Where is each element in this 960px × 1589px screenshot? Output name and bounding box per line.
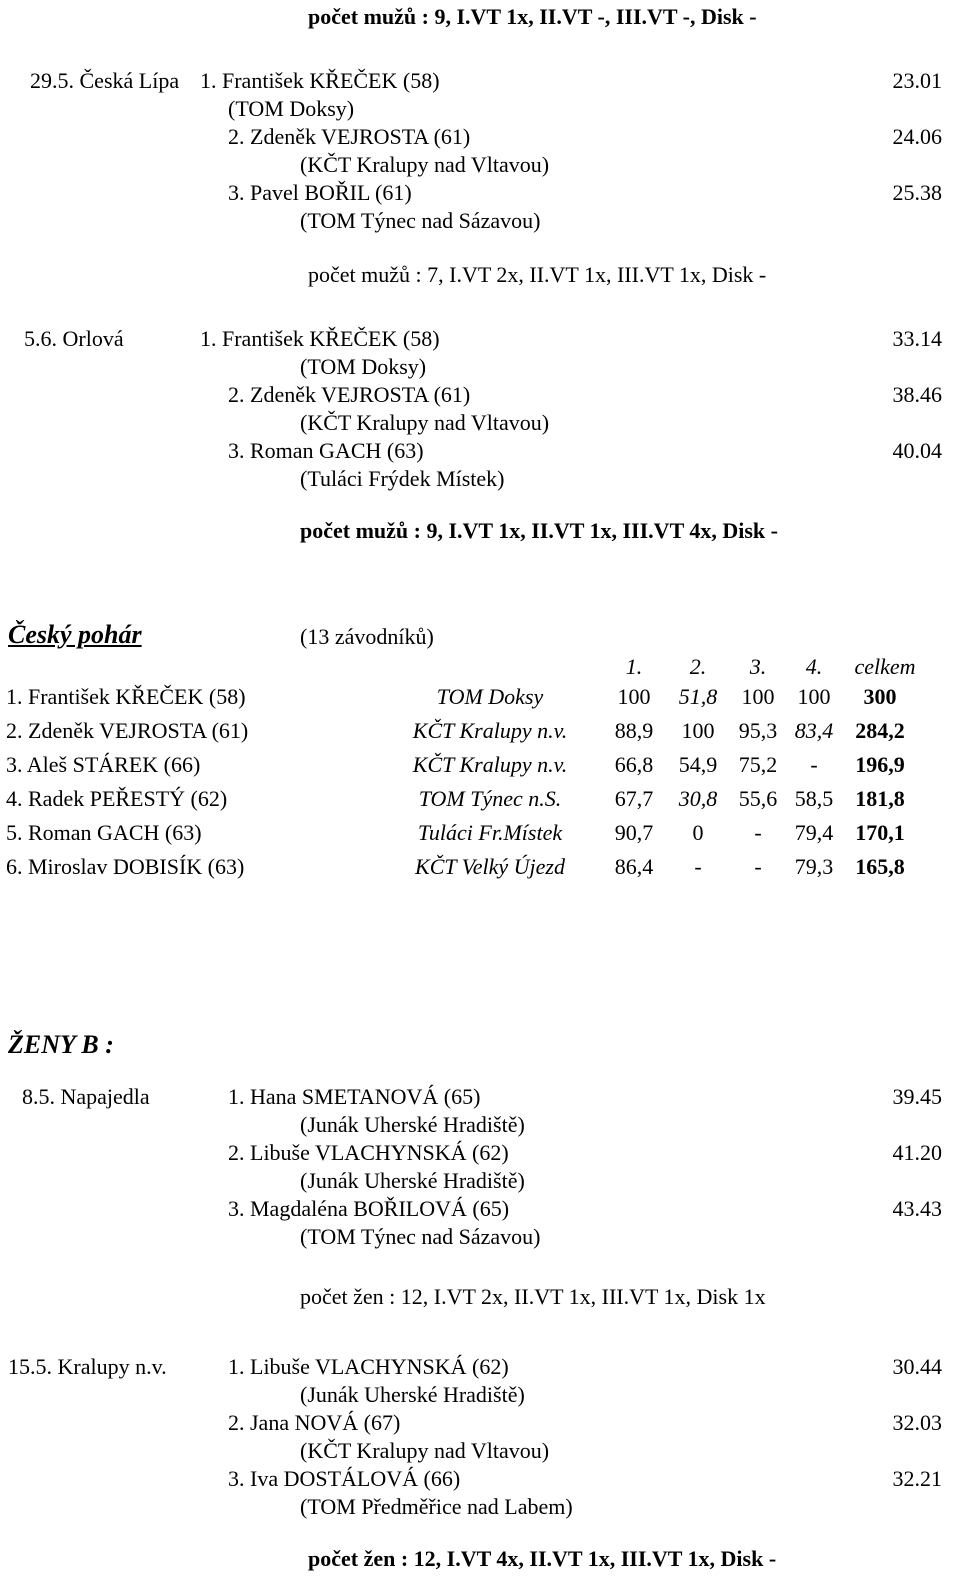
cup-row-score: 66,8 <box>614 752 654 777</box>
result-club: (TOM Týnec nad Sázavou) <box>300 208 541 233</box>
cup-row-score: 79,3 <box>794 854 834 879</box>
cup-row-score: 83,4 <box>794 718 834 743</box>
result-time: 32.03 <box>892 1410 942 1435</box>
cup-row-score: 67,7 <box>614 786 654 811</box>
cup-header: celkem <box>854 654 916 679</box>
cup-row-name: 3. Aleš STÁREK (66) <box>6 752 201 777</box>
cup-row-total: 284,2 <box>855 718 905 743</box>
race-date-place: 29.5. Česká Lípa <box>30 68 180 93</box>
cup-row-score: 90,7 <box>614 820 654 845</box>
cup-row-score: 100 <box>797 684 831 709</box>
women-heading: ŽENY B : <box>8 1030 114 1059</box>
cup-row-total: 300 <box>863 684 897 709</box>
summary-line: počet mužů : 7, I.VT 2x, II.VT 1x, III.VT 1x, Disk - <box>308 262 767 287</box>
cup-row-club: KČT Velký Újezd <box>415 854 565 879</box>
summary-line: počet žen : 12, I.VT 2x, II.VT 1x, III.VT 1x, Disk 1x <box>300 1284 766 1309</box>
cup-row-score: 54,9 <box>678 752 718 777</box>
result-name: 1. František KŘEČEK (58) <box>200 68 440 93</box>
summary-line: počet mužů : 9, I.VT 1x, II.VT -, III.VT -, Disk - <box>308 4 757 29</box>
result-club: (TOM Týnec nad Sázavou) <box>300 1224 541 1249</box>
result-club: (Junák Uherské Hradiště) <box>300 1112 525 1137</box>
cup-row-total: 165,8 <box>855 854 905 879</box>
cup-row-name: 1. František KŘEČEK (58) <box>6 684 246 709</box>
result-name: 1. František KŘEČEK (58) <box>200 326 440 351</box>
cup-row-score: - <box>694 854 702 879</box>
result-name: 1. Libuše VLACHYNSKÁ (62) <box>228 1354 509 1379</box>
cup-row-score: 55,6 <box>738 786 778 811</box>
cup-row-score: 79,4 <box>794 820 834 845</box>
result-club: (Junák Uherské Hradiště) <box>300 1168 525 1193</box>
cup-row-score: 100 <box>617 684 651 709</box>
result-club: (TOM Doksy) <box>300 354 427 379</box>
result-club: (TOM Doksy) <box>228 96 355 121</box>
cup-row-score: 30,8 <box>678 786 718 811</box>
cup-row-club: TOM Týnec n.S. <box>418 786 562 811</box>
cup-row-name: 4. Radek PEŘESTÝ (62) <box>6 786 228 811</box>
cup-row-score: 51,8 <box>678 684 718 709</box>
cup-row-score: 88,9 <box>614 718 654 743</box>
cup-count: (13 závodníků) <box>300 624 434 649</box>
cup-header: 4. <box>805 654 823 679</box>
summary-line: počet mužů : 9, I.VT 1x, II.VT 1x, III.VT 4x, Disk - <box>300 518 778 543</box>
cup-header: 3. <box>749 654 767 679</box>
cup-title: Český pohár <box>8 620 142 649</box>
cup-row-club: TOM Doksy <box>436 684 544 709</box>
cup-row-name: 5. Roman GACH (63) <box>6 820 202 845</box>
cup-header: 2. <box>689 654 707 679</box>
race-date-place: 15.5. Kralupy n.v. <box>8 1354 167 1379</box>
cup-row-name: 6. Miroslav DOBISÍK (63) <box>6 854 245 879</box>
cup-row-club: KČT Kralupy n.v. <box>412 752 568 777</box>
result-time: 43.43 <box>892 1196 942 1221</box>
result-time: 38.46 <box>892 382 942 407</box>
result-time: 39.45 <box>892 1084 942 1109</box>
cup-row-score: 58,5 <box>794 786 834 811</box>
cup-row-club: KČT Kralupy n.v. <box>412 718 568 743</box>
result-name: 2. Jana NOVÁ (67) <box>228 1410 401 1435</box>
result-time: 40.04 <box>892 438 942 463</box>
result-name: 1. Hana SMETANOVÁ (65) <box>228 1084 481 1109</box>
result-time: 32.21 <box>892 1466 942 1491</box>
cup-row-score: 100 <box>741 684 775 709</box>
cup-row-score: - <box>810 752 818 777</box>
result-name: 3. Iva DOSTÁLOVÁ (66) <box>228 1466 461 1491</box>
cup-row-name: 2. Zdeněk VEJROSTA (61) <box>6 718 249 743</box>
result-club: (Junák Uherské Hradiště) <box>300 1382 525 1407</box>
result-club: (KČT Kralupy nad Vltavou) <box>300 1438 550 1463</box>
cup-row-score: 86,4 <box>614 854 654 879</box>
cup-row-score: - <box>754 854 762 879</box>
cup-row-total: 170,1 <box>855 820 905 845</box>
cup-row-total: 181,8 <box>855 786 905 811</box>
result-club: (Tuláci Frýdek Místek) <box>300 466 505 491</box>
cup-row-score: 100 <box>681 718 715 743</box>
cup-row-score: 0 <box>692 820 704 845</box>
result-name: 3. Roman GACH (63) <box>228 438 424 463</box>
result-name: 2. Zdeněk VEJROSTA (61) <box>228 382 471 407</box>
summary-line: počet žen : 12, I.VT 4x, II.VT 1x, III.VT 1x, Disk - <box>308 1546 777 1571</box>
result-name: 3. Pavel BOŘIL (61) <box>228 180 412 205</box>
result-name: 3. Magdaléna BOŘILOVÁ (65) <box>228 1196 510 1221</box>
result-name: 2. Zdeněk VEJROSTA (61) <box>228 124 471 149</box>
cup-row-total: 196,9 <box>855 752 905 777</box>
result-time: 30.44 <box>892 1354 942 1379</box>
cup-row-score: 75,2 <box>738 752 778 777</box>
cup-row-score: 95,3 <box>738 718 778 743</box>
cup-row-club: Tuláci Fr.Místek <box>417 820 563 845</box>
result-club: (KČT Kralupy nad Vltavou) <box>300 410 550 435</box>
race-date-place: 5.6. Orlová <box>24 326 124 351</box>
result-time: 33.14 <box>892 326 942 351</box>
result-time: 25.38 <box>892 180 942 205</box>
cup-header: 1. <box>625 654 643 679</box>
result-time: 41.20 <box>892 1140 942 1165</box>
result-name: 2. Libuše VLACHYNSKÁ (62) <box>228 1140 509 1165</box>
result-time: 23.01 <box>892 68 942 93</box>
result-club: (TOM Předměřice nad Labem) <box>300 1494 573 1519</box>
race-date-place: 8.5. Napajedla <box>22 1084 150 1109</box>
result-club: (KČT Kralupy nad Vltavou) <box>300 152 550 177</box>
cup-row-score: - <box>754 820 762 845</box>
result-time: 24.06 <box>892 124 942 149</box>
